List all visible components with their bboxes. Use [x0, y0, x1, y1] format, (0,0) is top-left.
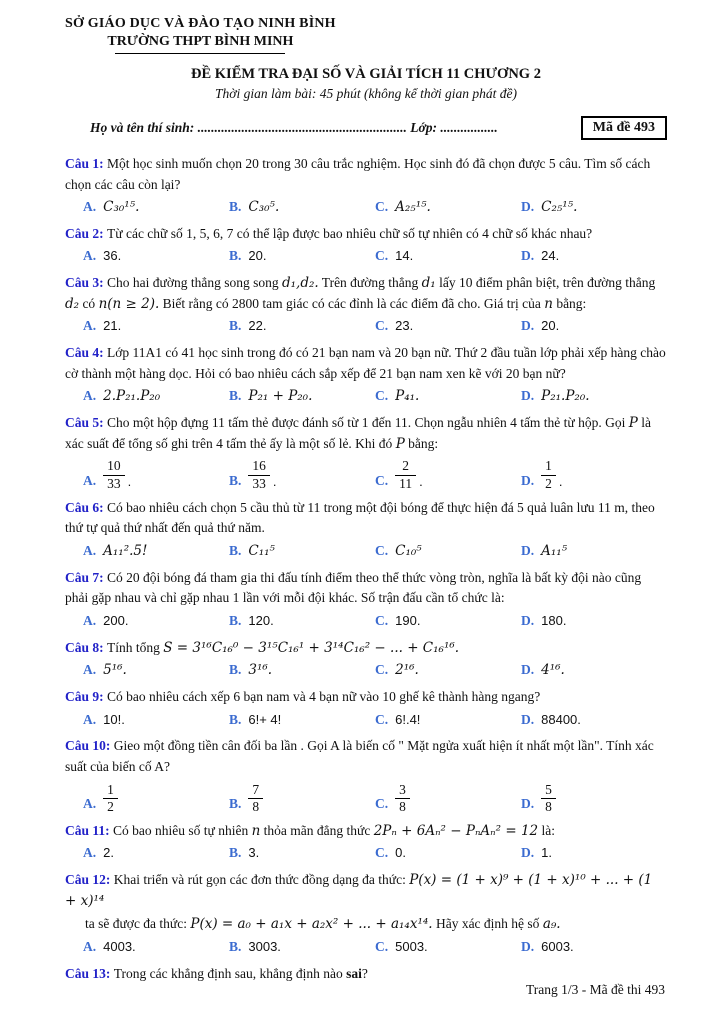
question: [65, 736, 667, 814]
answer-option: [83, 246, 229, 267]
options-row: [65, 316, 667, 337]
fraction: $\frac{5}{8}$: [541, 782, 556, 815]
fraction: $\frac{10}{33}$: [103, 458, 125, 491]
answer-option: [229, 937, 375, 958]
option-letter: A.: [83, 388, 97, 404]
stem-text: Hãy xác định hệ số: [432, 916, 543, 932]
question-number: Câu 9:: [65, 689, 108, 705]
answer-option: [375, 197, 521, 218]
question-number: Câu 8:: [65, 639, 108, 655]
stem-text: ?: [361, 965, 368, 981]
option-value: 6!+ 4!: [248, 711, 282, 727]
option-value: C₁₁⁵: [248, 542, 275, 559]
math-expression: n: [251, 822, 261, 839]
answer-option: [375, 316, 521, 337]
option-value: 2.P₂₁.P₂₀: [103, 388, 161, 405]
exam-title: ĐỀ KIỂM TRA ĐẠI SỐ VÀ GIẢI TÍCH 11 CHƯƠNG 2: [191, 66, 541, 82]
option-value: 21.: [103, 318, 122, 334]
option-letter: C.: [375, 542, 389, 558]
question: [65, 224, 667, 267]
option-letter: B.: [229, 845, 242, 861]
option-value: 0.: [395, 845, 406, 861]
stem-text: là:: [538, 822, 555, 838]
question-number: Câu 12:: [65, 872, 114, 888]
question-stem: [65, 154, 667, 195]
document-header: [65, 16, 667, 140]
question: [65, 154, 667, 218]
question-stem: [65, 568, 667, 609]
question-number: Câu 4:: [65, 345, 108, 361]
option-value: 22.: [248, 318, 267, 334]
math-expression: d₁: [421, 275, 436, 292]
option-letter: C.: [375, 795, 389, 811]
option-value: P₂₁.P₂₀.: [541, 388, 590, 405]
question: [65, 687, 667, 730]
option-value: 88400.: [541, 711, 581, 727]
answer-option: [375, 611, 521, 632]
answer-option: [521, 843, 667, 864]
answer-option: [83, 611, 229, 632]
stem-text: bằng:: [552, 295, 587, 311]
question-number: Câu 7:: [65, 569, 108, 585]
option-letter: C.: [375, 318, 389, 334]
exam-code-box: Mã đề 493: [581, 116, 667, 140]
answer-option: [83, 710, 229, 731]
fraction: $\frac{7}{8}$: [248, 782, 263, 815]
question-number: Câu 5:: [65, 415, 108, 431]
answer-option: [521, 458, 667, 491]
answer-option: [521, 197, 667, 218]
options-row: [65, 246, 667, 267]
math-expression: n: [544, 295, 553, 312]
stem-text: là xác suất để tổng số ghi trên 4 tấm thẻ ấy là một số lẻ. Khi đó: [65, 415, 651, 451]
stem-text: Cho hai đường thẳng song song: [107, 275, 282, 291]
answer-option: [521, 386, 667, 407]
option-value: 3003.: [248, 938, 281, 954]
option-value: 4003.: [103, 938, 136, 954]
option-letter: B.: [229, 318, 242, 334]
option-value: 200.: [103, 612, 129, 628]
question: [65, 498, 667, 562]
option-letter: B.: [229, 662, 242, 678]
answer-option: [521, 611, 667, 632]
option-letter: C.: [375, 938, 389, 954]
answer-option: [375, 246, 521, 267]
answer-option: [521, 782, 667, 815]
answer-option: [375, 782, 521, 815]
option-value: 23.: [395, 318, 414, 334]
answer-option: [83, 660, 229, 681]
school-name: TRƯỜNG THPT BÌNH MINH: [107, 34, 294, 49]
stem-text: Khai triển và rút gọn các đơn thức đồng dạng đa thức:: [113, 872, 410, 888]
stem-text: Trên đường thẳng: [318, 275, 422, 291]
option-letter: A.: [83, 845, 97, 861]
math-expression: d₂: [65, 295, 80, 312]
option-letter: A.: [83, 711, 97, 727]
option-letter: D.: [521, 938, 535, 954]
answer-option: [229, 710, 375, 731]
department-name: SỞ GIÁO DỤC VÀ ĐÀO TẠO NINH BÌNH: [65, 16, 336, 31]
question-stem: [65, 498, 667, 539]
option-letter: B.: [229, 938, 242, 954]
option-value: 190.: [395, 612, 421, 628]
options-row: [65, 660, 667, 681]
option-value: A₁₁⁵: [541, 542, 568, 559]
option-letter: B.: [229, 612, 242, 628]
question-number: Câu 1:: [65, 156, 108, 171]
stem-text: có: [79, 295, 99, 311]
option-letter: B.: [229, 472, 242, 488]
options-row: [65, 386, 667, 407]
question-stem: [65, 687, 667, 708]
option-value: 3.: [248, 845, 260, 861]
option-value: 24.: [541, 248, 560, 264]
options-row: [65, 937, 667, 958]
math-expression: P: [395, 435, 405, 452]
option-value: A₁₁².5!: [103, 542, 148, 559]
option-value: C₃₀⁵.: [248, 199, 280, 216]
answer-option: [229, 843, 375, 864]
question-stem: [65, 736, 667, 777]
option-letter: A.: [83, 472, 97, 488]
page-footer: Trang 1/3 - Mã đề thi 493: [526, 982, 665, 997]
question: [65, 638, 667, 681]
option-value: 5003.: [395, 938, 428, 954]
answer-option: [229, 246, 375, 267]
options-row: [65, 541, 667, 562]
option-value: 180.: [541, 612, 567, 628]
option-value: C₂₅¹⁵.: [541, 199, 578, 216]
option-letter: A.: [83, 318, 97, 334]
question-number: Câu 13:: [65, 965, 114, 981]
fraction: $\frac{16}{33}$: [248, 458, 270, 491]
answer-option: [83, 458, 229, 491]
question-number: Câu 10:: [65, 738, 114, 754]
option-value: P₂₁ + P₂₀.: [248, 388, 313, 405]
header-divider: [115, 53, 285, 54]
option-value: 20.: [541, 318, 560, 334]
answer-option: [229, 611, 375, 632]
stem-text: Trong các khẳng định sau, khẳng định nào: [113, 965, 347, 981]
option-value: P₄₁.: [395, 388, 420, 405]
option-value: 3¹⁶.: [248, 662, 273, 679]
math-expression: d₁,d₂.: [281, 275, 319, 292]
student-info-row: [65, 116, 667, 140]
option-letter: A.: [83, 248, 97, 264]
fraction: $\frac{1}{2}$: [541, 458, 556, 491]
option-letter: C.: [375, 199, 389, 215]
option-value: 4¹⁶.: [541, 662, 565, 679]
question: [65, 343, 667, 407]
option-letter: A.: [83, 542, 97, 558]
option-letter: A.: [83, 662, 97, 678]
stem-text: lấy 10 điểm phân biệt, trên đường thẳng: [435, 275, 656, 291]
answer-option: [83, 316, 229, 337]
option-letter: C.: [375, 612, 389, 628]
answer-option: [229, 660, 375, 681]
stem-text: Biết rằng có 2800 tam giác có các đỉnh là các điểm đã cho. Giá trị của: [159, 295, 545, 311]
question-stem: [65, 638, 667, 659]
stem-text: bằng:: [404, 435, 439, 451]
math-expression: 2Pₙ + 6Aₙ² − PₙAₙ² = 12: [373, 822, 539, 839]
exam-duration: Thời gian làm bài: 45 phút (không kể thời gian phát đề): [214, 86, 517, 101]
answer-option: [375, 937, 521, 958]
option-letter: A.: [83, 612, 97, 628]
answer-option: [521, 246, 667, 267]
answer-option: [83, 541, 229, 562]
answer-option: [375, 386, 521, 407]
question-stem: [65, 821, 667, 842]
stem-text: thỏa mãn đẳng thức: [260, 822, 374, 838]
option-letter: D.: [521, 318, 535, 334]
fraction: $\frac{1}{2}$: [103, 782, 118, 815]
answer-option: [521, 710, 667, 731]
option-value: 14.: [395, 248, 414, 264]
option-letter: D.: [521, 248, 535, 264]
option-value: 120.: [248, 612, 274, 628]
stem-text: sai: [346, 965, 362, 981]
stem-text: Cho một hộp đựng 11 tấm thẻ được đánh số từ 1 đến 11. Chọn ngẫu nhiên 4 tấm thẻ từ hộp. Gọi: [107, 415, 629, 431]
answer-option: [375, 541, 521, 562]
option-value: 5¹⁶.: [103, 662, 127, 679]
option-letter: A.: [83, 938, 97, 954]
question-stem: [65, 413, 667, 454]
option-value: C₁₀⁵: [395, 542, 422, 559]
options-row: [65, 611, 667, 632]
option-letter: D.: [521, 612, 535, 628]
question-stem-continued: [85, 914, 667, 935]
stem-text: Có bao nhiêu cách xếp 6 bạn nam và 4 bạn nữ vào 10 ghế kê thành hàng ngang?: [107, 689, 541, 705]
option-letter: B.: [229, 388, 242, 404]
option-value: 36.: [103, 248, 122, 264]
question-stem: [65, 224, 667, 245]
answer-option: [83, 843, 229, 864]
answer-option: [83, 782, 229, 815]
stem-text: Có 20 đội bóng đá tham gia thi đấu tính điểm theo thể thức vòng tròn, nghĩa là bất kỳ đội nào cũng phải gặp nhau và chỉ gặp nhau 1 lần với mỗi đội khác. Số trận đấu cần tổ chức là:: [65, 569, 642, 606]
answer-option: [521, 541, 667, 562]
option-letter: D.: [521, 542, 535, 558]
answer-option: [229, 458, 375, 491]
option-value: 2¹⁶.: [395, 662, 419, 679]
answer-option: [375, 843, 521, 864]
option-value: 1.: [541, 845, 552, 861]
answer-option: [83, 937, 229, 958]
answer-option: [229, 782, 375, 815]
answer-option: [521, 937, 667, 958]
answer-option: [521, 660, 667, 681]
org-block: [65, 16, 336, 54]
option-value: .: [419, 473, 423, 489]
option-letter: C.: [375, 248, 389, 264]
option-value: .: [558, 473, 563, 489]
option-letter: D.: [521, 388, 535, 404]
option-letter: C.: [375, 711, 389, 727]
math-expression: n(n ≥ 2).: [98, 295, 160, 312]
stem-text: Từ các chữ số 1, 5, 6, 7 có thể lập được bao nhiêu chữ số tự nhiên có 4 chữ số khác nhau?: [107, 225, 593, 241]
question-stem: [65, 870, 667, 911]
option-letter: C.: [375, 845, 389, 861]
math-expression: S = 3¹⁶C₁₆⁰ − 3¹⁵C₁₆¹ + 3¹⁴C₁₆² − ... + C₁₆¹⁶.: [163, 639, 460, 656]
question-stem: [65, 343, 667, 384]
question: [65, 870, 667, 957]
math-expression: P(x) = a₀ + a₁x + a₂x² + ... + a₁₄x¹⁴.: [190, 916, 433, 933]
fraction: $\frac{2}{11}$: [395, 458, 416, 491]
option-value: A₂₅¹⁵.: [395, 199, 431, 216]
answer-option: [83, 197, 229, 218]
stem-text: Tính tổng: [107, 639, 164, 655]
option-value: C₃₀¹⁵.: [103, 199, 140, 216]
question: [65, 568, 667, 632]
option-value: .: [272, 473, 277, 489]
option-letter: D.: [521, 795, 535, 811]
stem-text: Có bao nhiêu cách chọn 5 cầu thủ từ 11 trong một đội bóng để thực hiện đá 5 quả luân lưu 11 m, theo thứ tự quả thứ nhất đến quả thứ năm.: [65, 499, 655, 536]
options-row: [65, 710, 667, 731]
option-letter: D.: [521, 472, 535, 488]
option-letter: B.: [229, 795, 242, 811]
answer-option: [375, 458, 521, 491]
option-letter: C.: [375, 388, 389, 404]
answer-option: [521, 316, 667, 337]
option-letter: B.: [229, 199, 242, 215]
option-letter: A.: [83, 795, 97, 811]
questions-list: [65, 154, 667, 984]
question-number: Câu 11:: [65, 822, 114, 838]
stem-text: Có bao nhiêu số tự nhiên: [113, 822, 252, 838]
option-value: 6!.4!: [395, 711, 421, 727]
answer-option: [375, 660, 521, 681]
question-number: Câu 2:: [65, 225, 108, 241]
option-value: .: [127, 473, 132, 489]
question: [65, 413, 667, 491]
stem-text: Lớp 11A1 có 41 học sinh trong đó có 21 bạn nam và 20 bạn nữ. Thứ 2 đầu tuần lớp phải xếp hàng chào cờ thành một hàng dọc. Hỏi có bao nhiêu cách sắp xếp để 21 bạn nam xen kẽ với 20 bạn nữ?: [65, 345, 666, 381]
answer-option: [229, 386, 375, 407]
question-stem: [65, 273, 667, 314]
option-value: 20.: [248, 248, 267, 264]
option-letter: D.: [521, 845, 535, 861]
option-letter: D.: [521, 662, 535, 678]
stem-text: Một học sinh muốn chọn 20 trong 30 câu trắc nghiệm. Học sinh đó đã chọn được 5 câu. Tìm số cách chọn các câu còn lại?: [65, 156, 651, 192]
answer-option: [83, 386, 229, 407]
option-value: 6003.: [541, 938, 574, 954]
option-letter: C.: [375, 662, 389, 678]
math-expression: P: [628, 415, 638, 432]
options-row: [65, 197, 667, 218]
options-row: [65, 780, 667, 815]
stem-text: ta sẽ được đa thức:: [85, 916, 191, 932]
answer-option: [229, 316, 375, 337]
student-name-line: Họ và tên thí sinh: .............................................................. Lớp: .................: [90, 120, 498, 135]
options-row: [65, 456, 667, 491]
answer-option: [229, 541, 375, 562]
stem-text: Gieo một đồng tiền cân đối ba lần . Gọi A là biến cố " Mặt ngửa xuất hiện ít nhất một lần". Tính xác suất của biến cố A?: [65, 738, 654, 774]
question-number: Câu 6:: [65, 499, 108, 515]
option-letter: C.: [375, 472, 389, 488]
option-letter: B.: [229, 248, 242, 264]
option-letter: B.: [229, 711, 242, 727]
option-letter: D.: [521, 199, 535, 215]
question: [65, 821, 667, 864]
answer-option: [375, 710, 521, 731]
fraction: $\frac{3}{8}$: [395, 782, 410, 815]
option-value: 2.: [103, 845, 114, 861]
option-letter: B.: [229, 542, 242, 558]
options-row: [65, 843, 667, 864]
question-number: Câu 3:: [65, 275, 108, 291]
option-value: 10!.: [103, 711, 125, 727]
math-expression: a₉.: [542, 916, 561, 933]
question: [65, 273, 667, 337]
option-letter: D.: [521, 711, 535, 727]
answer-option: [229, 197, 375, 218]
math-expression: P(x) = (1 + x)⁹ + (1 + x)¹⁰ + ... + (1 + x)¹⁴: [65, 872, 653, 909]
option-letter: A.: [83, 199, 97, 215]
